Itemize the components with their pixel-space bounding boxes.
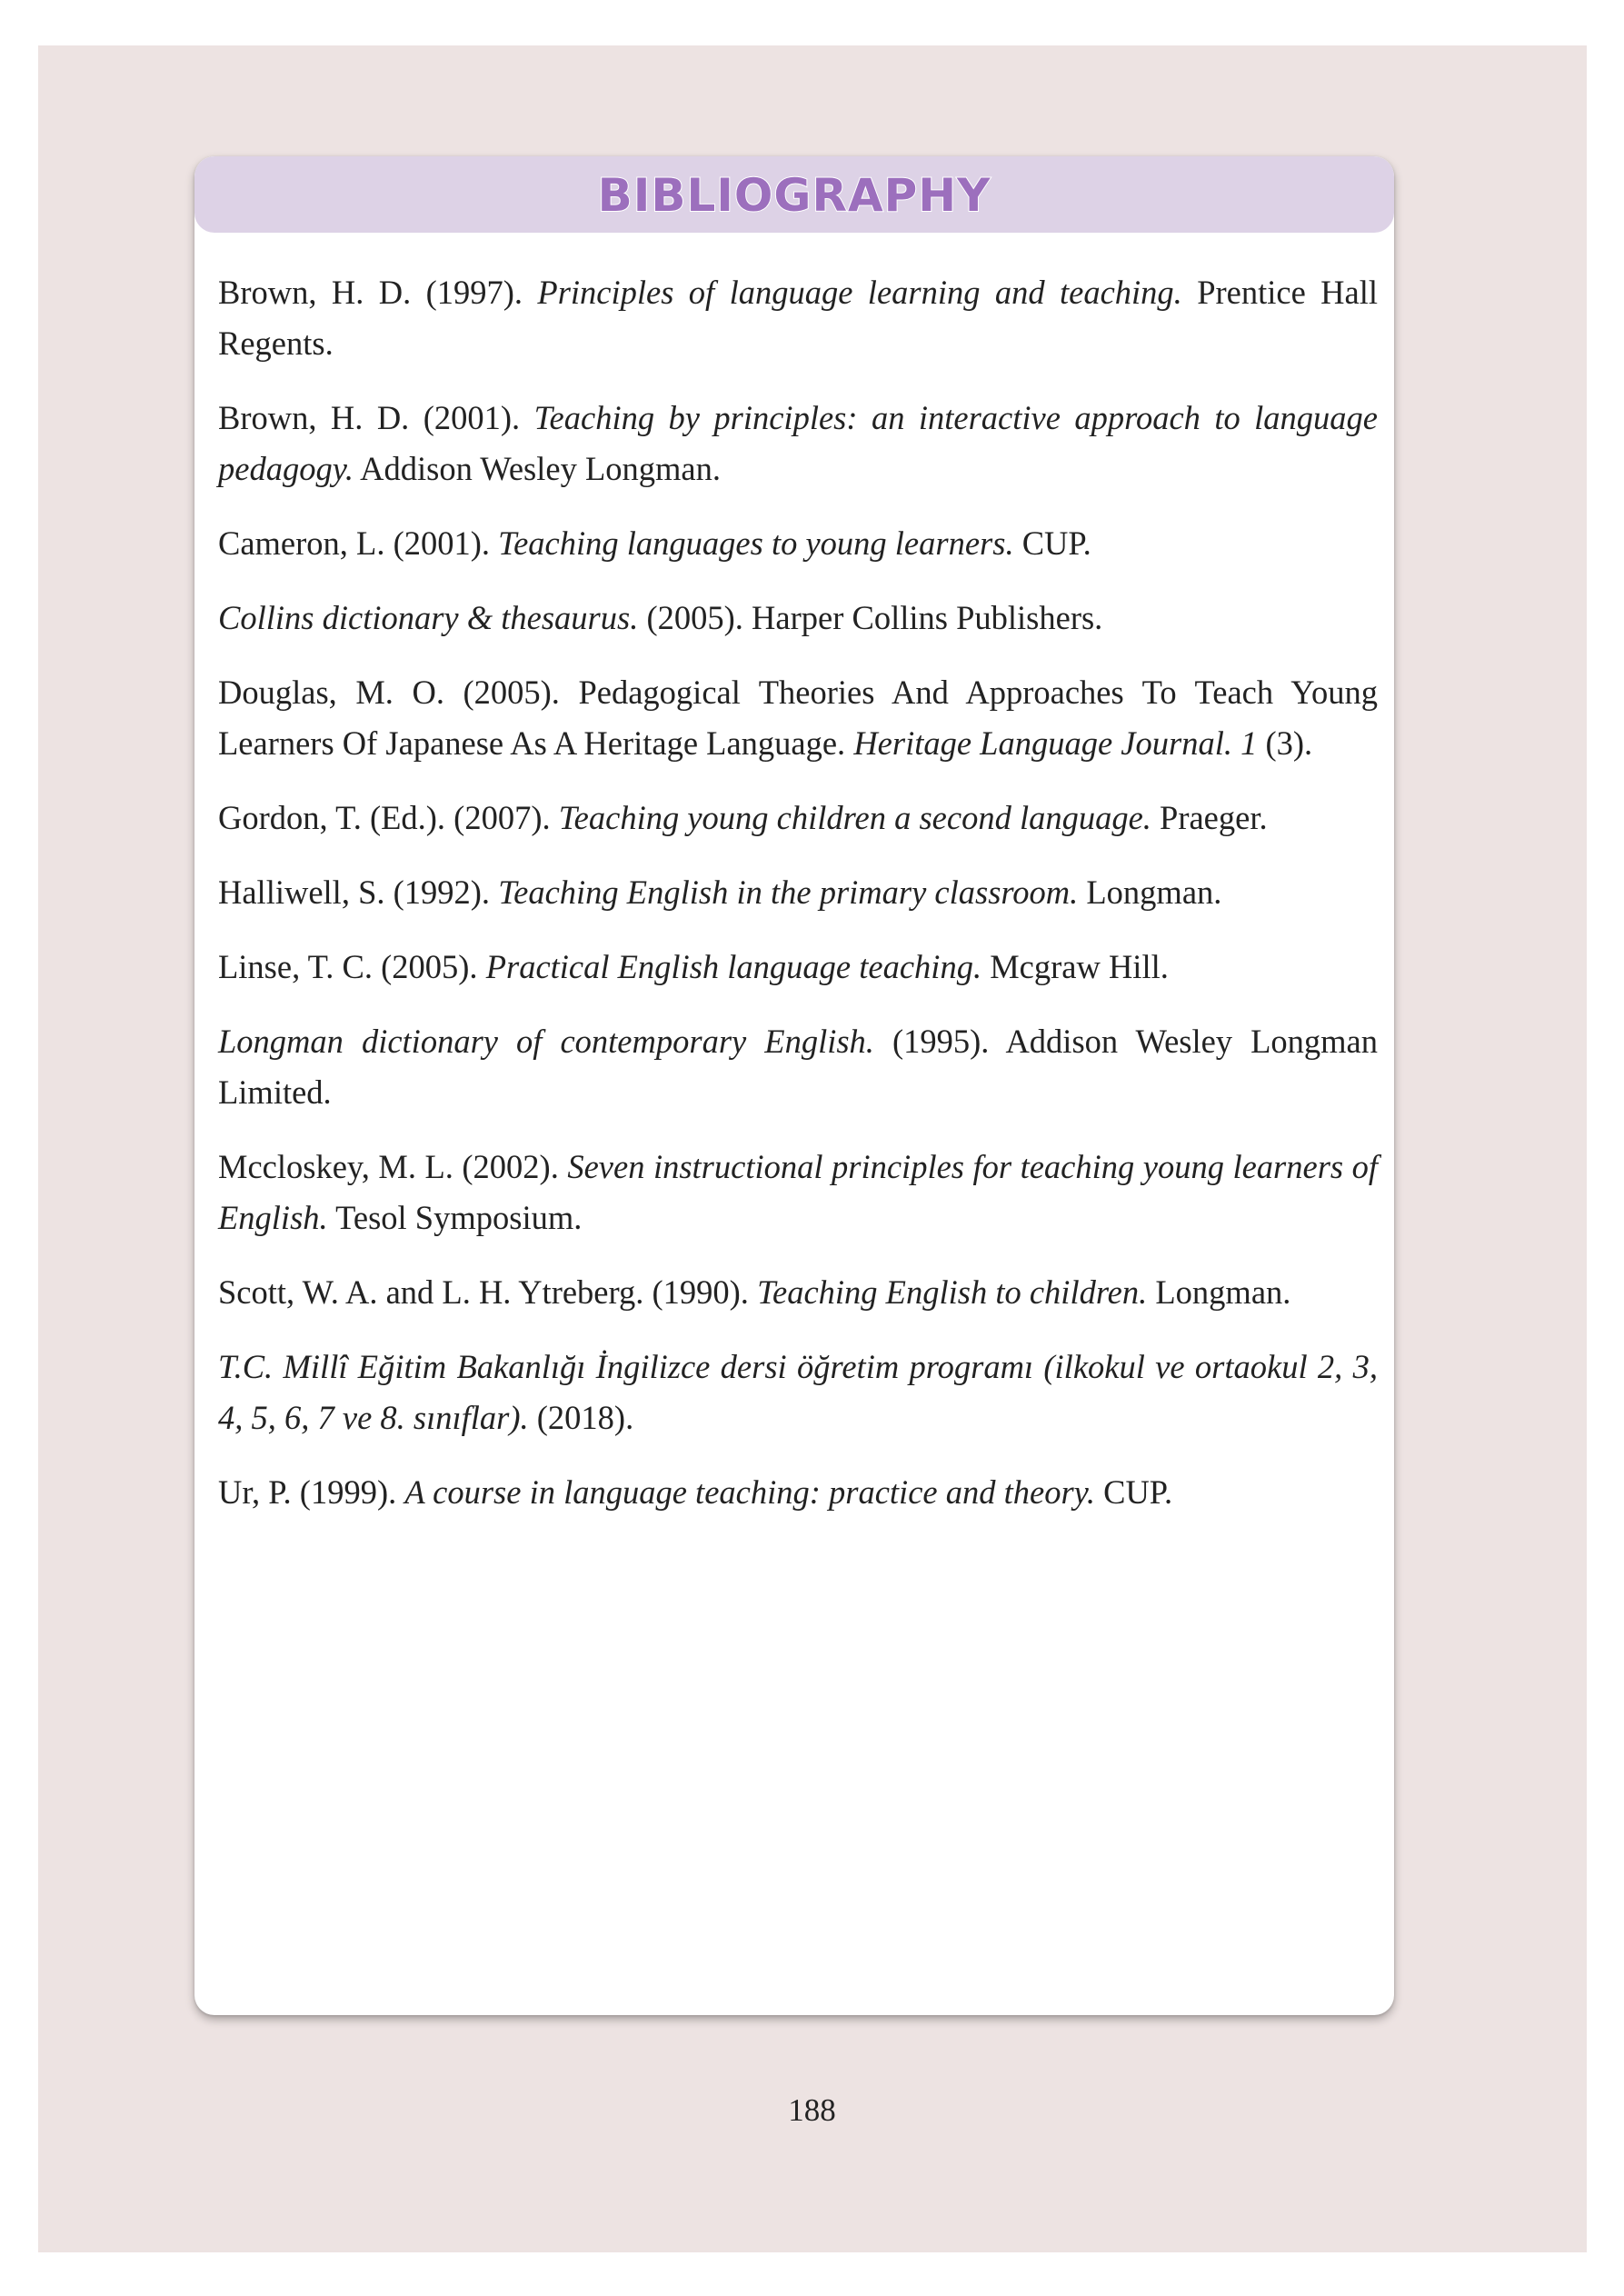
bibliography-card [194, 156, 1394, 2015]
page-number: 188 [788, 2092, 836, 2128]
page-title: BIBLIOGRAPHY [597, 169, 991, 222]
bibliography-entry: Brown, H. D. (1997). Principles of language learning and teaching. Prentice Hall Regents. [218, 274, 1378, 362]
bibliography-entry: Ur, P. (1999). A course in language teaching: practice and theory. CUP. [218, 1473, 1173, 1511]
bibliography-entry: Gordon, T. (Ed.). (2007). Teaching young children a second language. Praeger. [218, 799, 1268, 836]
bibliography-list [218, 267, 1378, 1542]
bibliography-entry: Mccloskey, M. L. (2002). Seven instructional principles for teaching young learners of English. Tesol Symposium. [218, 1148, 1379, 1236]
bibliography-entry: T.C. Millî Eğitim Bakanlığı İngilizce dersi öğretim programı (ilkokul ve ortaokul 2, 3, 4, 5, 6, 7 ve 8. sınıflar). (2018). [218, 1348, 1378, 1436]
bibliography-entry: Douglas, M. O. (2005). Pedagogical Theories And Approaches To Teach Young Learners Of Japanese As A Heritage Language. Heritage Language Journal. 1 (3). [218, 674, 1378, 762]
bibliography-entry: Halliwell, S. (1992). Teaching English in the primary classroom. Longman. [218, 873, 1222, 911]
bibliography-entry: Cameron, L. (2001). Teaching languages to young learners. CUP. [218, 524, 1091, 562]
bibliography-entry: Scott, W. A. and L. H. Ytreberg. (1990). Teaching English to children. Longman. [218, 1273, 1291, 1311]
bibliography-entry: Collins dictionary & thesaurus. (2005). Harper Collins Publishers. [218, 599, 1103, 636]
bibliography-entry: Longman dictionary of contemporary English. (1995). Addison Wesley Longman Limited. [218, 1023, 1378, 1111]
bibliography-entry: Brown, H. D. (2001). Teaching by principles: an interactive approach to language pedagogy. Addison Wesley Longman. [218, 399, 1378, 487]
bibliography-entry: Linse, T. C. (2005). Practical English language teaching. Mcgraw Hill. [218, 948, 1169, 985]
bibliography-header [194, 156, 1394, 233]
